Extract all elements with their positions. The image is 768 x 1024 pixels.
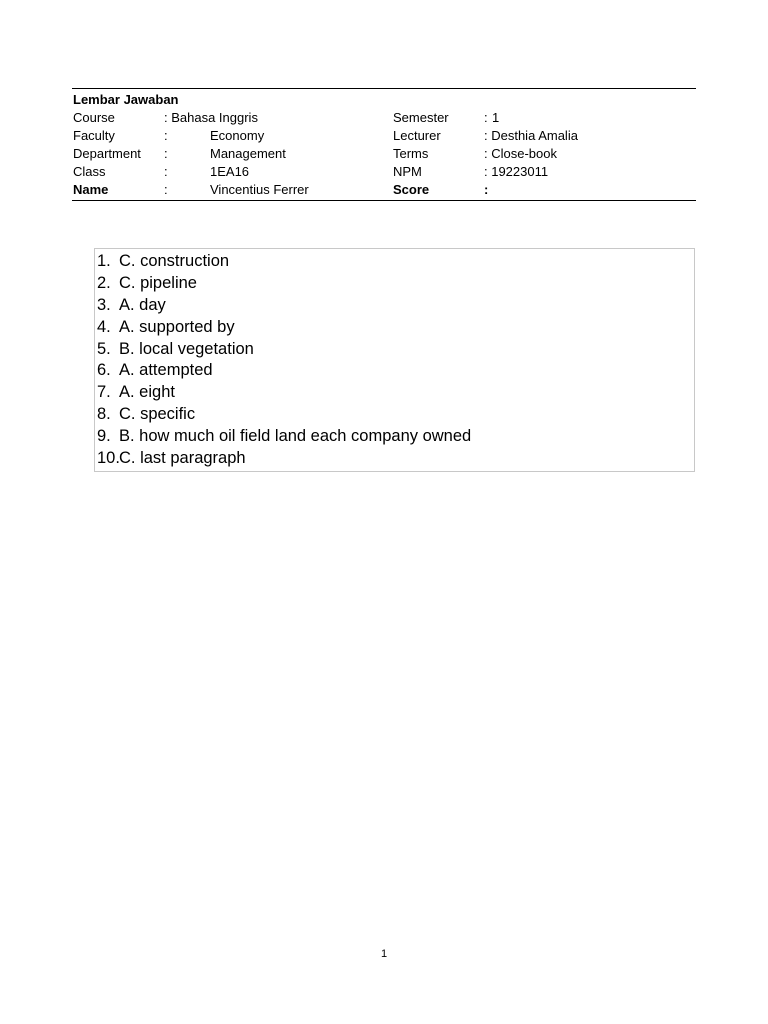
name-label: Name bbox=[73, 182, 109, 197]
answer-item bbox=[95, 317, 694, 339]
answer-sheet-header bbox=[72, 88, 696, 201]
npm-value: : 19223011 bbox=[484, 164, 549, 179]
answer-text: C. last paragraph bbox=[119, 449, 246, 468]
answer-text: C. specific bbox=[119, 405, 196, 424]
name-colon: : bbox=[164, 182, 168, 197]
answer-number: 1. bbox=[97, 252, 111, 270]
department-value: Management bbox=[210, 146, 286, 161]
faculty-label: Faculty bbox=[73, 128, 115, 143]
class-label: Class bbox=[73, 164, 106, 179]
course-value: : Bahasa Inggris bbox=[164, 110, 258, 125]
answer-item bbox=[95, 273, 694, 295]
faculty-value: Economy bbox=[210, 128, 265, 143]
sheet-title: Lembar Jawaban bbox=[73, 92, 179, 107]
answer-text: A. supported by bbox=[119, 317, 235, 336]
answer-item bbox=[95, 251, 694, 273]
answer-item bbox=[95, 448, 694, 470]
answer-text: B. local vegetation bbox=[119, 339, 254, 358]
answer-number: 5. bbox=[97, 339, 111, 358]
answer-text: C. construction bbox=[119, 252, 230, 270]
terms-value: : Close-book bbox=[484, 146, 557, 161]
info-row-course bbox=[72, 109, 696, 127]
answer-number: 3. bbox=[97, 295, 111, 314]
semester-value: 1 bbox=[492, 110, 500, 125]
answer-text: C. pipeline bbox=[119, 273, 197, 292]
course-label: Course bbox=[73, 110, 115, 125]
answer-item bbox=[95, 360, 694, 382]
answer-number: 9. bbox=[97, 427, 111, 446]
answer-item bbox=[95, 339, 694, 361]
name-value: Vincentius Ferrer bbox=[210, 182, 309, 197]
info-row-department bbox=[72, 145, 696, 163]
department-colon: : bbox=[164, 146, 168, 161]
answer-text: A. eight bbox=[119, 383, 175, 402]
class-value: 1EA16 bbox=[210, 164, 250, 179]
info-row-faculty bbox=[72, 127, 696, 145]
answer-text: A. day bbox=[119, 295, 166, 314]
answer-number: 4. bbox=[97, 317, 111, 336]
answer-text: B. how much oil field land each company owned bbox=[119, 427, 472, 446]
terms-label: Terms bbox=[393, 146, 429, 161]
class-colon: : bbox=[164, 164, 168, 179]
answer-number: 6. bbox=[97, 361, 111, 380]
answer-item bbox=[95, 426, 694, 448]
answers-list bbox=[94, 248, 695, 472]
semester-colon: : bbox=[484, 110, 488, 125]
info-row-name bbox=[72, 181, 696, 199]
faculty-colon: : bbox=[164, 128, 168, 143]
answer-item bbox=[95, 404, 694, 426]
score-label: Score bbox=[393, 182, 430, 197]
info-row-class bbox=[72, 163, 696, 181]
answer-text: A. attempted bbox=[119, 361, 213, 380]
answer-number: 10. bbox=[97, 449, 120, 468]
answer-number: 2. bbox=[97, 273, 111, 292]
npm-label: NPM bbox=[393, 164, 422, 179]
answer-item bbox=[95, 295, 694, 317]
answer-item bbox=[95, 382, 694, 404]
department-label: Department bbox=[73, 146, 141, 161]
page-number: 1 bbox=[380, 948, 388, 960]
answer-number: 7. bbox=[97, 383, 111, 402]
lecturer-label: Lecturer bbox=[393, 128, 441, 143]
score-colon: : bbox=[484, 182, 489, 197]
lecturer-value: : Desthia Amalia bbox=[484, 128, 578, 143]
semester-label: Semester bbox=[393, 110, 449, 125]
answer-number: 8. bbox=[97, 405, 111, 424]
